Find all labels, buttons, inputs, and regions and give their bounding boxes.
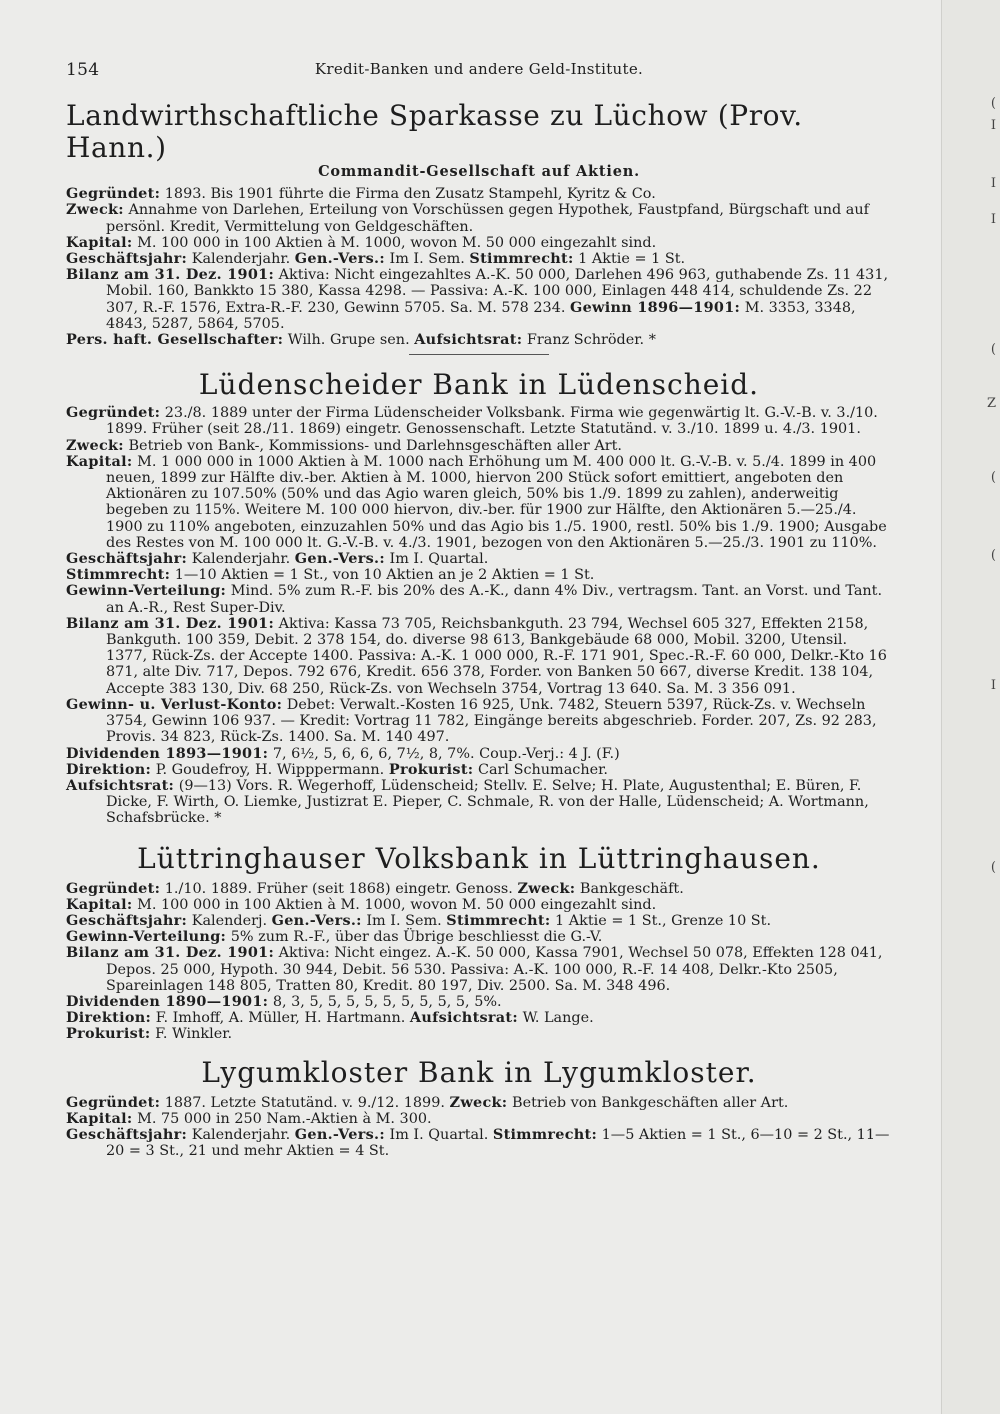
entry-text: 1893. Bis 1901 führte die Firma den Zusatz Stampehl, Kyritz & Co. xyxy=(160,186,656,203)
entry-text: Im I. Quartal. xyxy=(384,1126,493,1143)
entry-label: Stimmrecht: xyxy=(469,250,574,268)
section-title: Lygumkloster Bank in Lygumkloster. xyxy=(201,1055,757,1089)
entry-label: Gen.-Vers.: xyxy=(294,250,385,268)
entry-geschaeftsjahr xyxy=(66,551,892,567)
section-luettringhausen xyxy=(66,843,892,1043)
entry-kapital xyxy=(66,454,892,551)
entry-label: Prokurist: xyxy=(388,760,474,778)
entry-text: F. Imhoff, A. Müller, H. Hartmann. xyxy=(151,1010,410,1027)
entry-text: 23./8. 1889 unter der Firma Lüdenscheider Volksbank. Firma wie gegenwärtig lt. G.-V.-B. v. 3./10. 1899. Früher (seit 28./11. 1869) eingetr. Genossenschaft. Letzte Statutänd. v. 3./10. 1899 u. 4./3. 1901. xyxy=(106,405,878,438)
entry-label: Gen.-Vers.: xyxy=(271,911,362,929)
entry-gegruendet xyxy=(66,1095,892,1111)
entry-text: Betrieb von Bankgeschäften aller Art. xyxy=(507,1094,789,1111)
entry-text: M. 100 000 in 100 Aktien à M. 1000, wovon M. 50 000 eingezahlt sind. xyxy=(132,234,657,251)
entry-text: Bankgeschäft. xyxy=(575,880,684,897)
entry-gewinn-verteilung xyxy=(66,929,892,945)
entry-label: Stimmrecht: xyxy=(66,566,171,584)
entry-label: Aufsichtsrat: xyxy=(409,1009,518,1027)
entry-label: Zweck: xyxy=(66,201,124,219)
entry-text: Im I. Sem. xyxy=(361,912,447,929)
running-head xyxy=(66,60,892,82)
entry-kapital xyxy=(66,897,892,913)
entry-gegruendet xyxy=(66,186,892,202)
entry-text: F. Winkler. xyxy=(150,1026,233,1043)
entry-label: Prokurist: xyxy=(66,1025,151,1043)
entry-label: Gewinn- u. Verlust-Konto: xyxy=(66,695,283,713)
entry-kapital xyxy=(66,235,892,251)
entry-text: Aktiva: Kassa 73 705, Reichsbankguth. 23 794, Wechsel 605 327, Effekten 2158, Bankguth. 100 359, Debit. 2 378 154, do. diverse 98 613, Bankgebäude 68 000, Mobil. 3200, Utensil. 1377, Rück-Zs. der Accepte 1400. Passiva: A.-K. 1 000 000, R.-F. 171 901, Spec.-R.-F. 60 000, Delkr.-Kto 16 871, alte Div. 717, Depos. 792 676, Kredit. 656 378, Forder. von Banken 50 667, diverse Kredit. 138 104, Accepte 383 130, Div. 68 250, Rück-Zs. von Wechseln 3754, Vortrag 13 640. Sa. M. 3 356 091. xyxy=(106,615,887,697)
entry-label: Gen.-Vers.: xyxy=(294,1125,385,1143)
entry-text: Franz Schröder. * xyxy=(522,332,656,349)
entry-label: Geschäftsjahr: xyxy=(66,250,188,268)
edge-mark: Z xyxy=(986,396,996,411)
entry-direktion xyxy=(66,762,892,778)
entry-text: Aktiva: Nicht eingez. A.-K. 50 000, Kassa 7901, Wechsel 50 078, Effekten 128 041, Depos. 25 000, Hypoth. 30 944, Debit. 56 530. Passiva: A.-K. 100 000, R.-F. 14 408, Delkr.-Kto 2505, Spareinlagen 148 805, Tratten 80, Kredit. 80 197, Div. 2500. Sa. M. 348 496. xyxy=(106,945,883,994)
entry-label: Bilanz am 31. Dez. 1901: xyxy=(66,266,275,284)
entry-text: M. 100 000 in 100 Aktien à M. 1000, wovon M. 50 000 eingezahlt sind. xyxy=(132,896,657,913)
entry-label: Kapital: xyxy=(66,1109,133,1127)
entry-text: Carl Schumacher. xyxy=(473,761,608,778)
entry-zweck xyxy=(66,438,892,454)
entry-kapital xyxy=(66,1111,892,1127)
entry-label: Gewinn-Verteilung: xyxy=(66,928,227,946)
entry-label: Zweck: xyxy=(517,879,576,897)
entry-label: Kapital: xyxy=(66,895,133,913)
entry-text: 1 Aktie = 1 St. xyxy=(573,251,686,268)
section-title: Lüdenscheider Bank in Lüdenscheid. xyxy=(198,368,760,402)
entry-text: M. 1 000 000 in 1000 Aktien à M. 1000 nach Erhöhung um M. 400 000 lt. G.-V.-B. v. 5./4. 1899 in 400 neuen, 1899 zur Hälfte div.-ber. Aktien à M. 1000, hiervon 200 Stück sofort emittiert, angeboten den Aktionären zu 107.50% (50% und das Agio waren gleich, 50% bis 1./9. 1899 zu zahlen), anderweitig begeben zu 115%. Weitere M. 100 000 hiervon, div.-ber. für 1900 zur Hälfte, den Aktionären 5.—25./4. 1900 zu 110% angeboten, einzuzahlen 50% und das Agio bis 1./5. 1900, restl. 50% bis 1./9. 1900; Ausgabe des Restes von M. 100 000 lt. G.-V.-B. v. 4./3. 1901, bezogen von den Aktionären 5.—25./3. 1901 zu 110%. xyxy=(106,453,887,551)
edge-mark: ( xyxy=(990,96,996,111)
entry-text: 1./10. 1889. Früher (seit 1868) eingetr. Genoss. xyxy=(160,880,518,897)
entry-bilanz xyxy=(66,267,892,332)
edge-mark: I xyxy=(990,212,996,227)
entry-text: 1—5 Aktien = 1 St., 6—10 = 2 St., 11—20 = 3 St., 21 und mehr Aktien = 4 St. xyxy=(106,1126,890,1160)
entry-label: Kapital: xyxy=(66,233,133,251)
entry-text: Im I. Sem. xyxy=(384,251,470,268)
entry-aufsichtsrat xyxy=(66,778,892,827)
edge-mark: I xyxy=(990,678,996,693)
entry-gewinn-verlust xyxy=(66,697,892,746)
entry-text: 1 Aktie = 1 St., Grenze 10 St. xyxy=(550,912,772,929)
entry-text: 7, 6½, 5, 6, 6, 6, 7½, 8, 7%. Coup.-Verj.: 4 J. (F.) xyxy=(268,745,620,762)
entry-label: Zweck: xyxy=(449,1093,508,1111)
entry-text: Debet: Verwalt.-Kosten 16 925, Unk. 7482, Steuern 5397, Rück-Zs. v. Wechseln 3754, Gewinn 106 937. — Kredit: Vortrag 11 782, Eingänge bereits abgeschrieb. Forder. 207, Zs. 92 283, Provis. 34 823, Rück-Zs. 1400. Sa. M. 140 497. xyxy=(106,696,877,746)
entry-gewinn-verteilung xyxy=(66,583,892,615)
entry-label: Bilanz am 31. Dez. 1901: xyxy=(66,614,275,632)
entry-gegruendet xyxy=(66,881,892,897)
entry-label: Zweck: xyxy=(66,436,124,454)
entry-text: Wilh. Grupe sen. xyxy=(283,332,415,349)
entry-text: 5% zum R.-F., über das Übrige beschliesst die G.-V. xyxy=(226,929,603,946)
section-title: Landwirthschaftliche Sparkasse zu Lüchow (Prov. Hann.) xyxy=(66,99,803,164)
entry-geschaeftsjahr xyxy=(66,913,892,929)
entry-bilanz xyxy=(66,616,892,697)
entry-text: Kalenderjahr. xyxy=(187,1126,295,1143)
entry-dividenden xyxy=(66,994,892,1010)
entry-label: Geschäftsjahr: xyxy=(66,911,188,929)
entry-text: Mind. 5% zum R.-F. bis 20% des A.-K., dann 4% Div., vertragsm. Tant. an Vorst. und Tant. an A.-R., Rest Super-Div. xyxy=(106,583,883,616)
entry-direktion xyxy=(66,1010,892,1026)
entry-zweck xyxy=(66,202,892,234)
entry-text: M. 75 000 in 250 Nam.-Aktien à M. 300. xyxy=(132,1110,432,1127)
edge-mark: ( xyxy=(990,860,996,875)
entry-gesellschafter xyxy=(66,332,892,348)
entry-gegruendet xyxy=(66,405,892,437)
section-luedenscheid xyxy=(66,369,892,826)
entry-text: 1887. Letzte Statutänd. v. 9./12. 1899. xyxy=(160,1094,450,1111)
page-content xyxy=(66,100,892,1159)
entry-label: Direktion: xyxy=(66,1009,152,1027)
entry-text: 8, 3, 5, 5, 5, 5, 5, 5, 5, 5, 5, 5%. xyxy=(268,993,502,1010)
page-number: 154 xyxy=(66,60,100,80)
entry-label: Gegründet: xyxy=(66,1093,161,1111)
entry-text: M. 3353, 3348, 4843, 5287, 5864, 5705. xyxy=(106,299,856,332)
section-title: Lüttringhauser Volksbank in Lüttringhausen. xyxy=(137,841,821,875)
entry-label: Bilanz am 31. Dez. 1901: xyxy=(66,944,275,962)
entry-bilanz xyxy=(66,945,892,994)
entry-label: Dividenden 1893—1901: xyxy=(66,744,269,762)
entry-text: Kalenderjahr. xyxy=(187,251,295,268)
entry-dividenden xyxy=(66,746,892,762)
edge-mark: ( xyxy=(990,342,996,357)
entry-text: Kalenderjahr. xyxy=(187,551,295,568)
entry-stimmrecht xyxy=(66,567,892,583)
section-luechow xyxy=(66,100,892,355)
entry-text: Aktiva: Nicht eingezahltes A.-K. 50 000, Darlehen 496 963, guthabende Zs. 11 431, Mobil. 160, Bankkto 15 380, Kassa 4298. — Passiva: A.-K. 100 000, Einlagen 448 414, schuldende Zs. 22 307, R.-F. 1576, Extra-R.-F. 230, Gewinn 5705. Sa. M. 578 234. xyxy=(106,267,889,316)
entry-label: Gewinn 1896—1901: xyxy=(570,298,741,316)
entry-label: Pers. haft. Gesellschafter: xyxy=(66,331,284,349)
section-lygumkloster xyxy=(66,1057,892,1160)
entry-label: Geschäftsjahr: xyxy=(66,1125,188,1143)
entry-text: Annahme von Darlehen, Erteilung von Vorschüssen gegen Hypothek, Faustpfand, Bürgschaft und auf persönl. Kredit, Vermittelung von Geldgeschäften. xyxy=(106,202,869,235)
section-separator xyxy=(409,354,549,355)
entry-text: P. Goudefroy, H. Wipppermann. xyxy=(151,761,389,778)
entry-label: Gegründet: xyxy=(66,185,161,203)
entry-label: Kapital: xyxy=(66,452,133,470)
entry-text: 1—10 Aktien = 1 St., von 10 Aktien an je 2 Aktien = 1 St. xyxy=(170,567,595,584)
entry-text: Betrieb von Bank-, Kommissions- und Darlehnsgeschäften aller Art. xyxy=(123,437,622,454)
entry-label: Geschäftsjahr: xyxy=(66,550,188,568)
entry-label: Aufsichtsrat: xyxy=(414,331,523,349)
adjacent-page-edge xyxy=(941,0,1000,1414)
entry-label: Gegründet: xyxy=(66,879,161,897)
entry-label: Direktion: xyxy=(66,760,152,778)
entry-label: Gen.-Vers.: xyxy=(294,550,385,568)
entry-label: Aufsichtsrat: xyxy=(66,776,175,794)
entry-label: Gewinn-Verteilung: xyxy=(66,582,227,600)
entry-label: Stimmrecht: xyxy=(492,1125,598,1143)
edge-mark: ( xyxy=(990,548,996,563)
running-head-title: Kredit-Banken und andere Geld-Institute. xyxy=(314,60,644,78)
edge-mark: I xyxy=(990,176,996,191)
entry-text: (9—13) Vors. R. Wegerhoff, Lüdenscheid; Stellv. E. Selve; H. Plate, Augustenthal; E. Büren, F. Dicke, F. Wirth, O. Liemke, Justizrat E. Pieper, C. Schmale, R. von der Halle, Lüdenscheid; A. Wortmann, Schafsbrücke. * xyxy=(106,777,869,827)
entry-label: Gegründet: xyxy=(66,404,161,422)
section-subtitle: Commandit-Gesellschaft auf Aktien. xyxy=(318,163,640,180)
entry-text: Kalenderj. xyxy=(187,912,272,929)
entry-label: Dividenden 1890—1901: xyxy=(66,992,269,1010)
entry-prokurist xyxy=(66,1026,892,1042)
entry-geschaeftsjahr xyxy=(66,251,892,267)
entry-geschaeftsjahr xyxy=(66,1127,892,1159)
edge-mark: ( xyxy=(990,470,996,485)
entry-label: Stimmrecht: xyxy=(446,911,551,929)
entry-text: Im I. Quartal. xyxy=(384,551,489,568)
edge-mark: I xyxy=(990,118,996,133)
entry-text: W. Lange. xyxy=(518,1010,594,1027)
